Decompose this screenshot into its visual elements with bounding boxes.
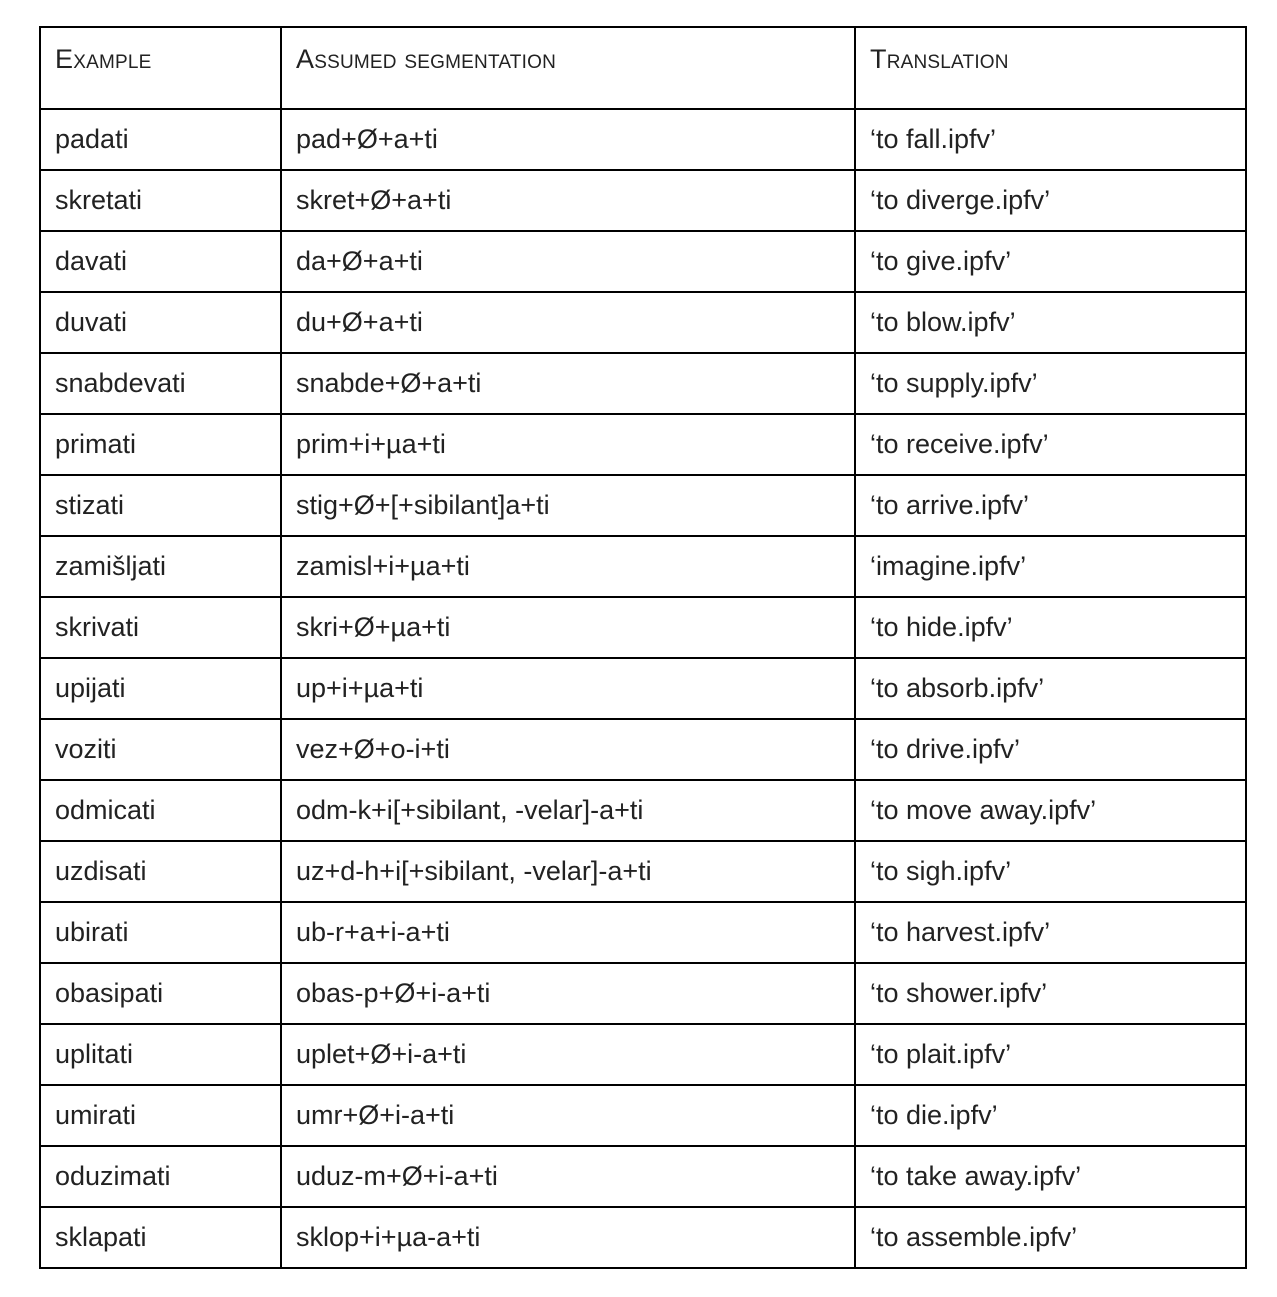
cell-segmentation: pad+Ø+a+ti: [281, 109, 855, 170]
cell-segmentation: uduz-m+Ø+i-a+ti: [281, 1146, 855, 1207]
cell-translation: ‘to absorb.ipfv’: [855, 658, 1246, 719]
cell-example: padati: [40, 109, 281, 170]
cell-segmentation: snabde+Ø+a+ti: [281, 353, 855, 414]
table-header: [40, 27, 1246, 109]
cell-segmentation: sklop+i+µa-a+ti: [281, 1207, 855, 1268]
cell-segmentation: odm-k+i[+sibilant, -velar]-a+ti: [281, 780, 855, 841]
cell-segmentation: stig+Ø+[+sibilant]a+ti: [281, 475, 855, 536]
header-example: Example: [40, 27, 281, 109]
table-row: [40, 170, 1246, 231]
cell-example: obasipati: [40, 963, 281, 1024]
cell-example: stizati: [40, 475, 281, 536]
cell-segmentation: uz+d-h+i[+sibilant, -velar]-a+ti: [281, 841, 855, 902]
cell-segmentation: up+i+µa+ti: [281, 658, 855, 719]
cell-example: sklapati: [40, 1207, 281, 1268]
cell-example: primati: [40, 414, 281, 475]
cell-example: snabdevati: [40, 353, 281, 414]
table-row: [40, 353, 1246, 414]
table-row: [40, 658, 1246, 719]
table-container: [39, 26, 1247, 1269]
cell-segmentation: du+Ø+a+ti: [281, 292, 855, 353]
cell-segmentation: prim+i+µa+ti: [281, 414, 855, 475]
cell-translation: ‘to give.ipfv’: [855, 231, 1246, 292]
cell-translation: ‘to harvest.ipfv’: [855, 902, 1246, 963]
table-row: [40, 231, 1246, 292]
table-row: [40, 902, 1246, 963]
table-row: [40, 414, 1246, 475]
cell-example: oduzimati: [40, 1146, 281, 1207]
cell-translation: ‘to blow.ipfv’: [855, 292, 1246, 353]
cell-example: umirati: [40, 1085, 281, 1146]
cell-segmentation: umr+Ø+i-a+ti: [281, 1085, 855, 1146]
table-row: [40, 1024, 1246, 1085]
cell-translation: ‘to fall.ipfv’: [855, 109, 1246, 170]
cell-translation: ‘imagine.ipfv’: [855, 536, 1246, 597]
verb-segmentation-table: [39, 26, 1247, 1269]
cell-translation: ‘to diverge.ipfv’: [855, 170, 1246, 231]
cell-segmentation: zamisl+i+µa+ti: [281, 536, 855, 597]
table-row: [40, 841, 1246, 902]
cell-example: upijati: [40, 658, 281, 719]
cell-example: skretati: [40, 170, 281, 231]
header-row: [40, 27, 1246, 109]
cell-translation: ‘to shower.ipfv’: [855, 963, 1246, 1024]
cell-example: odmicati: [40, 780, 281, 841]
table-row: [40, 1085, 1246, 1146]
cell-translation: ‘to take away.ipfv’: [855, 1146, 1246, 1207]
cell-translation: ‘to sigh.ipfv’: [855, 841, 1246, 902]
cell-translation: ‘to supply.ipfv’: [855, 353, 1246, 414]
header-translation: Translation: [855, 27, 1246, 109]
cell-translation: ‘to hide.ipfv’: [855, 597, 1246, 658]
table-row: [40, 475, 1246, 536]
table-row: [40, 536, 1246, 597]
cell-translation: ‘to drive.ipfv’: [855, 719, 1246, 780]
cell-translation: ‘to plait.ipfv’: [855, 1024, 1246, 1085]
cell-translation: ‘to assemble.ipfv’: [855, 1207, 1246, 1268]
table-row: [40, 292, 1246, 353]
cell-segmentation: vez+Ø+o-i+ti: [281, 719, 855, 780]
cell-segmentation: da+Ø+a+ti: [281, 231, 855, 292]
table-row: [40, 1207, 1246, 1268]
table-row: [40, 109, 1246, 170]
table-row: [40, 1146, 1246, 1207]
cell-segmentation: skri+Ø+µa+ti: [281, 597, 855, 658]
cell-segmentation: skret+Ø+a+ti: [281, 170, 855, 231]
cell-translation: ‘to die.ipfv’: [855, 1085, 1246, 1146]
cell-example: davati: [40, 231, 281, 292]
cell-segmentation: ub-r+a+i-a+ti: [281, 902, 855, 963]
cell-example: duvati: [40, 292, 281, 353]
cell-example: voziti: [40, 719, 281, 780]
table-row: [40, 597, 1246, 658]
cell-example: skrivati: [40, 597, 281, 658]
cell-translation: ‘to receive.ipfv’: [855, 414, 1246, 475]
cell-example: uplitati: [40, 1024, 281, 1085]
table-row: [40, 963, 1246, 1024]
cell-example: ubirati: [40, 902, 281, 963]
table-row: [40, 719, 1246, 780]
header-assumed-segmentation: Assumed segmentation: [281, 27, 855, 109]
cell-segmentation: obas-p+Ø+i-a+ti: [281, 963, 855, 1024]
table-row: [40, 780, 1246, 841]
cell-example: zamišljati: [40, 536, 281, 597]
cell-example: uzdisati: [40, 841, 281, 902]
table-body: [40, 109, 1246, 1268]
cell-translation: ‘to arrive.ipfv’: [855, 475, 1246, 536]
cell-segmentation: uplet+Ø+i-a+ti: [281, 1024, 855, 1085]
cell-translation: ‘to move away.ipfv’: [855, 780, 1246, 841]
